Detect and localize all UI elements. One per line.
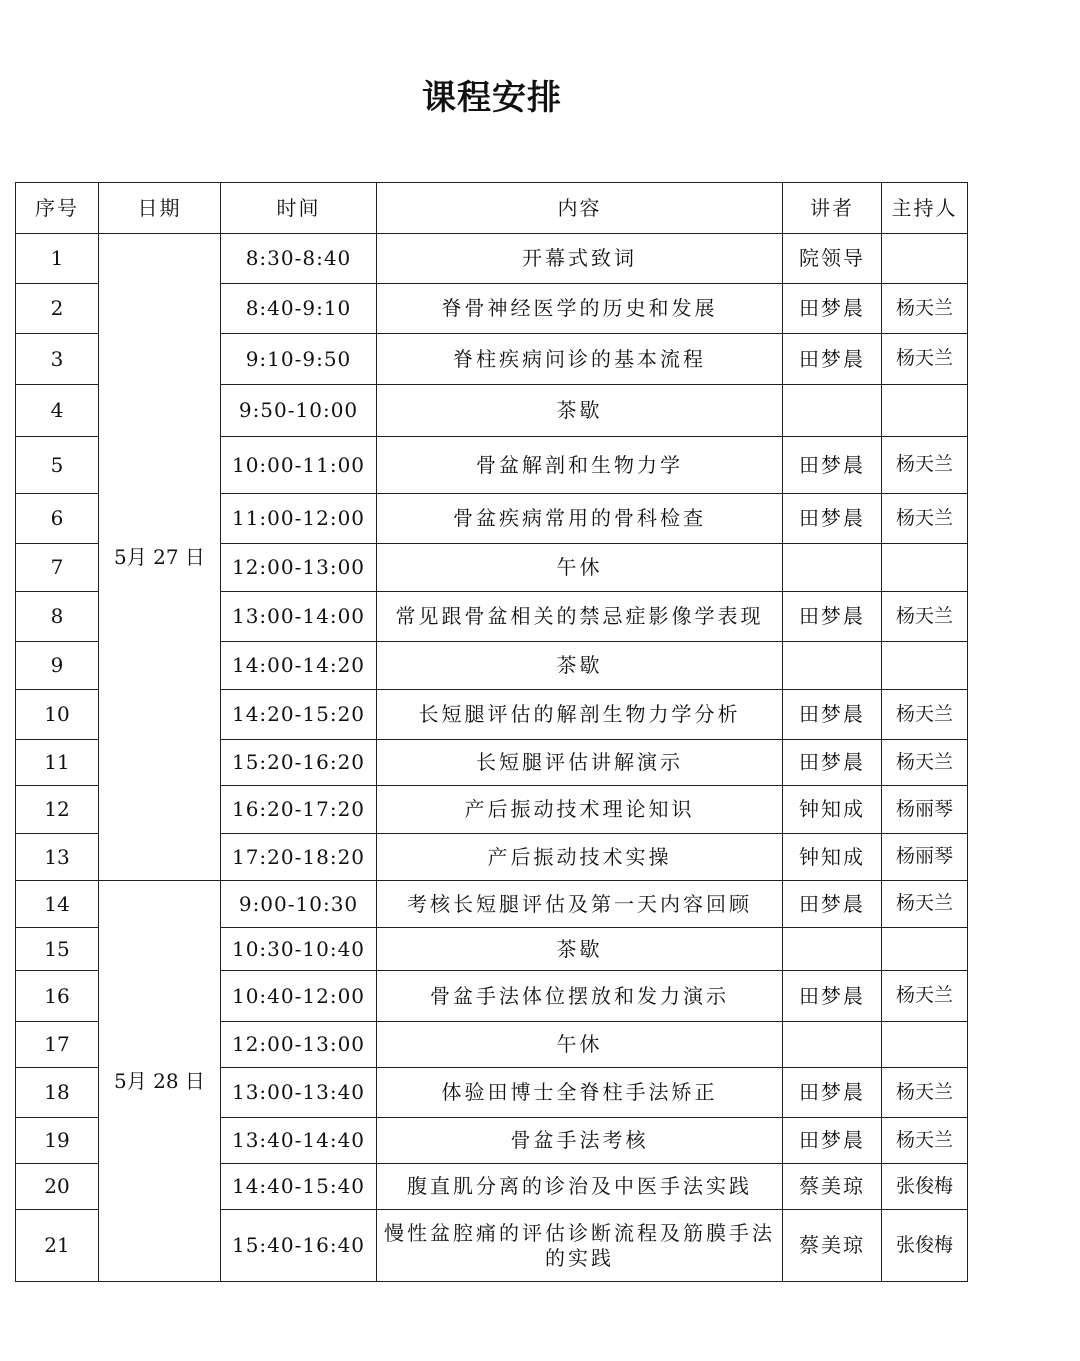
row-number: 15 [16,928,99,971]
time-cell: 11:00-12:00 [221,494,377,544]
time-cell: 17:20-18:20 [221,834,377,881]
row-number: 17 [16,1022,99,1068]
row-number: 18 [16,1068,99,1118]
table-row [16,234,968,284]
row-number: 9 [16,642,99,690]
content-cell: 产后振动技术理论知识 [377,786,783,834]
host-cell: 张俊梅 [882,1210,968,1282]
header-time: 时间 [221,183,377,234]
host-cell: 杨丽琴 [882,786,968,834]
date-cell: 5月 28 日 [99,881,221,1282]
row-number: 3 [16,334,99,385]
host-cell: 杨天兰 [882,881,968,928]
time-cell: 14:00-14:20 [221,642,377,690]
content-cell: 茶歇 [377,928,783,971]
speaker-cell: 田梦晨 [783,1068,882,1118]
host-cell [882,544,968,592]
speaker-cell: 田梦晨 [783,690,882,740]
speaker-cell: 田梦晨 [783,592,882,642]
table-header-row [16,183,968,234]
content-cell: 开幕式致词 [377,234,783,284]
speaker-cell: 田梦晨 [783,971,882,1022]
speaker-cell: 院领导 [783,234,882,284]
row-number: 4 [16,385,99,437]
content-cell: 长短腿评估讲解演示 [377,740,783,786]
row-number: 16 [16,971,99,1022]
content-cell: 骨盆手法考核 [377,1118,783,1164]
content-cell: 长短腿评估的解剖生物力学分析 [377,690,783,740]
content-cell: 骨盆手法体位摆放和发力演示 [377,971,783,1022]
host-cell: 杨丽琴 [882,834,968,881]
header-host: 主持人 [882,183,968,234]
speaker-cell: 蔡美琼 [783,1210,882,1282]
header-date: 日期 [99,183,221,234]
content-cell: 午休 [377,1022,783,1068]
header-number: 序号 [16,183,99,234]
row-number: 12 [16,786,99,834]
speaker-cell [783,928,882,971]
row-number: 6 [16,494,99,544]
host-cell: 杨天兰 [882,690,968,740]
time-cell: 13:00-14:00 [221,592,377,642]
row-number: 1 [16,234,99,284]
time-cell: 10:40-12:00 [221,971,377,1022]
host-cell: 杨天兰 [882,1068,968,1118]
table-row [16,881,968,928]
content-cell: 茶歇 [377,385,783,437]
speaker-cell [783,385,882,437]
content-cell: 产后振动技术实操 [377,834,783,881]
time-cell: 9:00-10:30 [221,881,377,928]
content-cell: 慢性盆腔痛的评估诊断流程及筋膜手法的实践 [377,1210,783,1282]
speaker-cell: 田梦晨 [783,740,882,786]
speaker-cell: 钟知成 [783,786,882,834]
host-cell [882,1022,968,1068]
host-cell: 杨天兰 [882,740,968,786]
host-cell: 张俊梅 [882,1164,968,1210]
host-cell: 杨天兰 [882,437,968,494]
time-cell: 8:30-8:40 [221,234,377,284]
schedule-body [16,234,968,1282]
row-number: 19 [16,1118,99,1164]
time-cell: 16:20-17:20 [221,786,377,834]
row-number: 7 [16,544,99,592]
row-number: 5 [16,437,99,494]
row-number: 21 [16,1210,99,1282]
speaker-cell: 田梦晨 [783,881,882,928]
speaker-cell: 蔡美琼 [783,1164,882,1210]
speaker-cell: 田梦晨 [783,284,882,334]
speaker-cell [783,544,882,592]
host-cell: 杨天兰 [882,592,968,642]
host-cell [882,234,968,284]
time-cell: 10:30-10:40 [221,928,377,971]
speaker-cell: 田梦晨 [783,437,882,494]
speaker-cell [783,642,882,690]
time-cell: 14:40-15:40 [221,1164,377,1210]
content-cell: 骨盆解剖和生物力学 [377,437,783,494]
time-cell: 9:50-10:00 [221,385,377,437]
speaker-cell: 田梦晨 [783,334,882,385]
content-cell: 常见跟骨盆相关的禁忌症影像学表现 [377,592,783,642]
page-title: 课程安排 [422,78,562,118]
speaker-cell [783,1022,882,1068]
time-cell: 9:10-9:50 [221,334,377,385]
row-number: 2 [16,284,99,334]
header-speaker: 讲者 [783,183,882,234]
content-cell: 茶歇 [377,642,783,690]
content-cell: 考核长短腿评估及第一天内容回顾 [377,881,783,928]
time-cell: 15:40-16:40 [221,1210,377,1282]
time-cell: 13:00-13:40 [221,1068,377,1118]
schedule-table [15,182,968,1282]
date-cell: 5月 27 日 [99,234,221,881]
host-cell [882,642,968,690]
content-cell: 午休 [377,544,783,592]
host-cell: 杨天兰 [882,284,968,334]
row-number: 14 [16,881,99,928]
content-cell: 脊柱疾病问诊的基本流程 [377,334,783,385]
content-cell: 脊骨神经医学的历史和发展 [377,284,783,334]
host-cell: 杨天兰 [882,494,968,544]
row-number: 10 [16,690,99,740]
speaker-cell: 钟知成 [783,834,882,881]
time-cell: 8:40-9:10 [221,284,377,334]
content-cell: 体验田博士全脊柱手法矫正 [377,1068,783,1118]
host-cell: 杨天兰 [882,1118,968,1164]
time-cell: 13:40-14:40 [221,1118,377,1164]
host-cell [882,928,968,971]
time-cell: 14:20-15:20 [221,690,377,740]
speaker-cell: 田梦晨 [783,1118,882,1164]
content-cell: 腹直肌分离的诊治及中医手法实践 [377,1164,783,1210]
row-number: 8 [16,592,99,642]
time-cell: 12:00-13:00 [221,544,377,592]
host-cell: 杨天兰 [882,334,968,385]
header-content: 内容 [377,183,783,234]
row-number: 13 [16,834,99,881]
time-cell: 12:00-13:00 [221,1022,377,1068]
time-cell: 10:00-11:00 [221,437,377,494]
row-number: 20 [16,1164,99,1210]
time-cell: 15:20-16:20 [221,740,377,786]
host-cell: 杨天兰 [882,971,968,1022]
speaker-cell: 田梦晨 [783,494,882,544]
host-cell [882,385,968,437]
content-cell: 骨盆疾病常用的骨科检查 [377,494,783,544]
row-number: 11 [16,740,99,786]
